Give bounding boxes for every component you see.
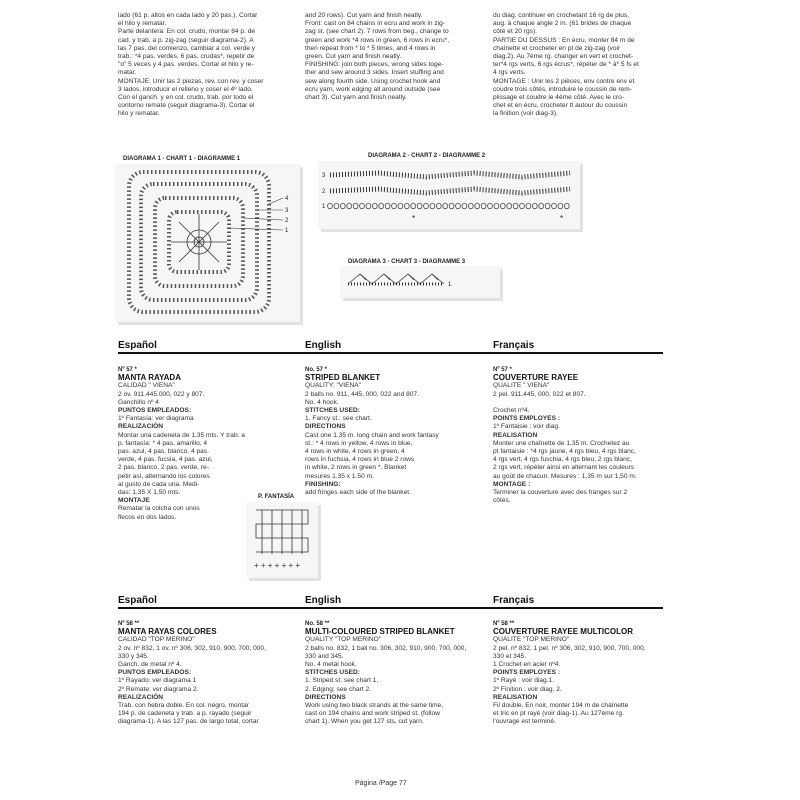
section1-fr-direction: pt fantaisie : *4 rgs jaune, 4 rgs bleu, 4 rgs blanc,: [493, 448, 636, 456]
section2-es-point: 1º Rayado: ver diagrama 1: [118, 677, 197, 685]
top-es-line: contorno remate (seguir diagrama-3). Cortar el: [118, 102, 255, 110]
top-en-line: green and work *4 rows in green, 6 rows in ecru*,: [305, 36, 450, 44]
diagram-1-row-4: 4: [285, 196, 289, 202]
chain-stitch: [526, 203, 531, 209]
chain-stitch: [436, 203, 441, 209]
section2-en-material: 2 balls no. 832, 1 ball no. 306, 302, 910, 900, 700, 000,: [305, 644, 467, 652]
section1-fr-material: Crochet nº4.: [493, 407, 530, 415]
top-en-line: ther and sew around 3 sides. Insert stuffing and: [305, 69, 444, 77]
section2-fr-direction: l'ouvrage est terminé.: [493, 718, 556, 726]
diagram-3-title: DIAGRAMA 3 - CHART 3 - DIAGRAMME 3: [348, 259, 466, 265]
top-fr-line: diag.2). Au 7ème rg. changer en vert et crochet-: [493, 53, 634, 61]
section1-es-finishing: flecos en dos lados.: [118, 513, 177, 521]
top-en-line: chart 3). Cut yarn and finish neatly.: [305, 94, 407, 102]
section1-fr-directions-label: REALISATION: [493, 431, 538, 439]
section1-en-quality: QUALITY: "VIENA": [305, 382, 361, 390]
section1-es-number: Nº 57 *: [118, 367, 137, 373]
section1-es-direction: verde, 4 pas. fucsia, 4 pas. azul,: [118, 456, 213, 464]
chain-stitch: [328, 203, 333, 209]
chain-stitch: [558, 203, 563, 209]
section1-es-finishing-label: MONTAJE: [118, 497, 150, 505]
chain-stitch: [481, 203, 486, 209]
top-fr-line: MONTAGE : Unir les 2 pièces, env contre env et: [493, 77, 635, 85]
section2-fr-material: 1 Crochet en acier nº4.: [493, 661, 561, 669]
top-text-fr: [493, 12, 673, 119]
section2-es-direction: 194 p. de cadeneta y trab. a p. rayado (seguir: [118, 710, 252, 718]
chain-stitch: [513, 203, 518, 209]
top-en-line: sew along fourth side. Using crochet hook and: [305, 77, 441, 85]
section1-fr-quality: QUALITE " VIENA": [493, 382, 550, 390]
section2-fr-quality: QUALITE "TOP MERINO": [493, 636, 570, 644]
chain-stitch: [443, 203, 448, 209]
section1-fr-direction: 2 rgs vert, répéter ainsi en alternant les couleurs: [493, 464, 635, 472]
top-fr-line: chet et en écru, crocheter tt autour du coussin: [493, 102, 628, 110]
section2-fr-direction: Fil double. En noir, monter 194 m de chaînette: [493, 702, 629, 710]
section2-en-title: MULTI-COLOURED STRIPED BLANKET: [305, 627, 455, 637]
section1-en-directions-label: DIRECTIONS: [305, 423, 346, 431]
diagram-1-symbols: [115, 164, 300, 322]
top-fr-line: coudre trois côtés, introduire le coussin de rem-: [493, 85, 632, 93]
top-fr-line: ter*4 rgs verts, 6 rgs écrus*, répéter de * à* 5 fs et: [493, 61, 639, 69]
section1-fr-number: Nº 57 *: [493, 367, 512, 373]
section2-en-directions-label: DIRECTIONS: [305, 693, 346, 701]
section1-en-title: STRIPED BLANKET: [305, 373, 381, 383]
top-en-line: zag st. (see chart 2). 7 rows from beg., change to: [305, 28, 449, 36]
section1-fr-points-label: POINTS EMPLOYES :: [493, 415, 561, 423]
top-en-line: and 20 rows). Cut yarn and finish neatly.: [305, 12, 423, 19]
top-fr-line: 4 rgs verts.: [493, 69, 526, 77]
section2-fr: [493, 620, 678, 727]
fantasia-title: P. FANTASÍA: [258, 494, 295, 500]
diagram-2-row-1: 1: [322, 204, 326, 210]
section2-es-material: 2 ov. nº 832, 1 ov. nº 306, 302, 910, 900, 700, 000,: [118, 644, 266, 652]
section1-en-direction: rows in fuchsia, 4 rows in blue 2 rows: [305, 456, 415, 464]
section1-es-direction: p. fantasía: * 4 pas. amarillo, 4: [118, 439, 208, 447]
section1-lang-en: English: [305, 340, 342, 351]
section1-fr-material: [493, 399, 673, 407]
chain-stitch: [475, 203, 480, 209]
chain-stitch: [552, 203, 557, 209]
section1-fr: [493, 366, 673, 505]
top-es-line: las 7 pas. del comienzo, cambiar a col. verde y: [118, 44, 256, 52]
section2-es-title: MANTA RAYAS COLORES: [118, 627, 217, 637]
diagram-2-symbols: [318, 161, 580, 229]
section1-en-material: No. 4 hook.: [305, 398, 339, 406]
section1-fr-finishing-label: MONTAGE :: [493, 480, 531, 488]
section2-en-number: No. 58 **: [305, 621, 330, 627]
chain-stitch: [404, 203, 409, 209]
section2-fr-point: 2º Finition : voir diag. 2.: [493, 685, 562, 693]
diagram-3: [340, 266, 500, 298]
chain-stitch: [334, 203, 339, 209]
section1-es-direction: al gusto de cada una. Medi-: [118, 480, 200, 488]
section1-es-point: 1º Fantasía: ver diagrama: [118, 415, 194, 423]
section1-lang-fr: Français: [493, 340, 535, 351]
diagram-2: [318, 161, 580, 229]
section2-en-direction: chart 1). When you get 127 sts, cut yarn,: [305, 718, 424, 726]
top-es-line: Parte delantera: En col. crudo, montar 84 p. de: [118, 28, 256, 36]
section1-fr-direction: au goût de chacun. Mesures : 1,35 m sur 1,50 m.: [493, 472, 637, 480]
diagram-1-row-3: 3: [285, 208, 289, 214]
section2-lang-es: Español: [118, 595, 157, 606]
top-es-line: MONTAJE: Unir las 2 piezas, rev. con rev. y coser: [118, 77, 264, 85]
top-fr-line: plissage et coudre le 4ème côté. Avec le cro-: [493, 94, 625, 102]
section2-es-direction: Trab. con hebra doble. En col. negro, montar: [118, 702, 249, 710]
section1-fr-point: 1º Fantaisie : voir diag.: [493, 423, 560, 431]
diagram-3-symbols: [340, 266, 500, 298]
section2-lang-fr: Français: [493, 595, 535, 606]
chain-stitch: [424, 203, 429, 209]
section1-lang-es: Español: [118, 340, 157, 351]
diagram-2-row-2: 2: [322, 189, 326, 195]
section1-en-direction: 4 rows in white, 4 rows in green, 4: [305, 448, 405, 456]
section1-fr-title: COUVERTURE RAYEE: [493, 373, 579, 383]
chain-stitch: [398, 203, 403, 209]
top-text-es: [118, 12, 293, 119]
section2-en-material: No. 4 metal hook.: [305, 661, 357, 669]
top-es-line: lado (61 p. altos en cada lado y 20 pas.). Cortar: [118, 12, 258, 19]
chain-stitch: [532, 203, 537, 209]
diagram-3-row-1: 1: [448, 282, 452, 288]
chain-stitch: [564, 203, 569, 209]
chain-stitch: [411, 203, 416, 209]
section2-en-point: 2. Edging: see chart 2.: [305, 685, 371, 693]
top-fr-line: aug. à chaque angle 2 m. (61 brides de chaque: [493, 20, 632, 28]
top-es-line: cad. y trab. a p. zig-zag (seguir diagrama-2). A: [118, 36, 254, 44]
diagram-1: [115, 164, 300, 322]
section1-en-points-label: STITCHES USED:: [305, 407, 360, 415]
chain-stitch: [449, 203, 454, 209]
section1-en-direction: in white, 2 rows in green *. Blanket: [305, 464, 407, 472]
top-fr-line: du diag. continuer en crochetant 16 rg de plus,: [493, 12, 629, 19]
page-footer: Página /Page 77: [355, 780, 407, 787]
section1-es-finishing: Rematar la colcha con unos: [118, 505, 200, 513]
section2-en-direction: cast on 194 chains and work striped st. (follow: [305, 710, 440, 718]
section1-en: [305, 366, 480, 497]
section1-es-direction: Montar una cadeneta de 1,35 mts. Y trab. a: [118, 431, 245, 439]
section1-en-direction: Cast one 1.35 m. long chain and work fantasy: [305, 431, 439, 439]
top-fr-line: la finition (voir diag-3).: [493, 110, 558, 118]
chain-stitch: [539, 203, 544, 209]
top-es-line: trab.: *4 pas. verdes, 6 pas. crudas*, repetir de: [118, 53, 255, 61]
chain-stitch: [520, 203, 525, 209]
section1-es-material: 2 ov. 911.445.000, 022 y 807.: [118, 390, 205, 398]
section2-en: [305, 620, 485, 727]
top-text-en: [305, 12, 485, 102]
chain-stitch: [379, 203, 384, 209]
top-en-line: green. Cut yarn and finish neatly.: [305, 53, 402, 61]
section1-fr-material: 2 pel. 911.445, 000, 022 et 807.: [493, 390, 586, 398]
section2-fr-points-label: POINTS EMPLOYES :: [493, 669, 561, 677]
section1-rule: [118, 352, 663, 354]
section1-es-direction: das: 1,35 X 1,50 mts.: [118, 489, 181, 497]
section1-en-direction: st.: * 4 rows in yellow, 4 rows in blue,: [305, 439, 413, 447]
top-es-line: 3 lados, introducir el relleno y coser el 4º lado.: [118, 85, 253, 93]
section1-en-finishing: add fringes each side of the blanket.: [305, 489, 411, 497]
section2-es-quality: CALIDAD "TOP MERINO": [118, 636, 195, 644]
section1-es-direction: petir así, alternando los colores: [118, 472, 210, 480]
chain-stitch: [417, 203, 422, 209]
chain-stitch: [468, 203, 473, 209]
section2-en-point: 1. Striped st: see chart 1.: [305, 677, 379, 685]
section2-fr-directions-label: REALISATION: [493, 693, 538, 701]
chain-stitch: [392, 203, 397, 209]
top-fr-line: chaînette et crocheter en pt de zig-zag (voir: [493, 44, 621, 52]
section2-fr-number: Nº 58 **: [493, 621, 515, 627]
section1-en-finishing-label: FINISHING:: [305, 480, 341, 488]
diagram-1-row-2: 2: [285, 218, 289, 224]
section2-fr-point: 1º Rayé : voir diag.1.: [493, 677, 555, 685]
section2-lang-en: English: [305, 595, 342, 606]
diagram-1-row-1: 1: [285, 228, 289, 234]
section2-es-direction: diagrama-1). A las 127 pas. de largo total, cortar: [118, 718, 259, 726]
top-fr-line: PARTIE DU DESSUS : En écru, monter 84 m de: [493, 36, 635, 44]
top-es-line: hilo y rematar.: [118, 110, 160, 118]
section2-fr-title: COUVERTURE RAYEE MULTICOLOR: [493, 627, 634, 637]
chain-stitch: [430, 203, 435, 209]
section1-fr-finishing: côtés.: [493, 497, 511, 505]
section2-es-point: 2º Remate: ver diagrama 2.: [118, 685, 199, 693]
section1-es-directions-label: REALIZACIÓN: [118, 423, 164, 431]
svg-text:+ + + + + + +: + + + + + + +: [254, 561, 301, 570]
diagram-2-title: DIAGRAMA 2 - CHART 2 - DIAGRAMME 2: [368, 153, 486, 159]
top-es-line: matar.: [118, 69, 137, 77]
section2-rule: [118, 607, 663, 609]
top-en-line: FINISHING: join both pieces, wrong sides toge-: [305, 61, 444, 69]
svg-text:*: *: [412, 214, 416, 223]
section2-es: [118, 620, 298, 727]
section2-es-material: Ganch. de metal nº 4.: [118, 661, 182, 669]
section2-fr-direction: et tric en pt rayé (voir diag-1). Au 127ème rg.: [493, 710, 624, 718]
section2-es-points-label: PUNTOS EMPLEADOS:: [118, 669, 192, 677]
section1-fr-direction: Monter une chaînette de 1,35 m. Crochetez au: [493, 439, 630, 447]
chain-stitch: [366, 203, 371, 209]
chain-stitch: [360, 203, 365, 209]
top-en-line: then repeat from * to * 5 times, and 4 rows in: [305, 44, 436, 52]
top-es-line: "o" 5 veces y 4 pas. verdes. Cortar el hilo y re-: [118, 61, 254, 69]
chain-stitch: [353, 203, 358, 209]
section2-fr-material: 330 et 345.: [493, 652, 526, 660]
diagram-2-row-3: 3: [322, 173, 326, 179]
section2-es-number: Nº 58 **: [118, 621, 140, 627]
chain-stitch: [372, 203, 377, 209]
section1-es-direction: pas. azul, 4 pas. blanco, 4 pas.: [118, 448, 209, 456]
chain-stitch: [545, 203, 550, 209]
chain-stitch: [340, 203, 345, 209]
section1-es-title: MANTA RAYADA: [118, 373, 181, 383]
chain-stitch: [500, 203, 505, 209]
chain-stitch: [494, 203, 499, 209]
section1-en-material: 2 balls no. 911, 445, 000, 022 and 807.: [305, 390, 419, 398]
section1-en-point: 1. Fancy st.: see chart.: [305, 415, 372, 423]
diagram-1-title: DIAGRAMA 1 - CHART 1 - DIAGRAMME 1: [123, 156, 241, 162]
chain-stitch: [347, 203, 352, 209]
section2-en-material: 330 and 345.: [305, 652, 344, 660]
section2-en-quality: QUALITY "TOP MERINO": [305, 636, 382, 644]
top-es-line: el hilo y rematar.: [118, 20, 167, 28]
chain-stitch: [456, 203, 461, 209]
chain-stitch: [462, 203, 467, 209]
section1-en-number: No. 57 *: [305, 367, 328, 373]
top-en-line: ecru yarn, work edging all around outside (see: [305, 85, 441, 93]
section2-es-directions-label: REALIZACIÓN: [118, 693, 164, 701]
top-en-line: Front: cast on 84 chains in ecru and work in zig-: [305, 20, 446, 28]
section1-en-direction: mesures 1.35 x 1.50 m.: [305, 472, 374, 480]
section1-fr-finishing: Terminer la couverture avec des franges sur 2: [493, 489, 628, 497]
top-fr-line: côté et 20 rgs).: [493, 28, 537, 36]
section1-es-direction: 2 pas. blanco, 2 pas. verde, re-: [118, 464, 209, 472]
section1-es-material: Ganchillo nº 4: [118, 398, 159, 406]
svg-text:*: *: [560, 214, 564, 223]
chain-stitch: [488, 203, 493, 209]
fantasia-symbols: [246, 502, 318, 578]
section2-fr-material: 2 pel. nº 832, 1 pel. nº 306, 302, 910, 900, 700, 000,: [493, 644, 646, 652]
chain-stitch: [507, 203, 512, 209]
section1-es-quality: CALIDAD " VIENA": [118, 382, 175, 390]
section2-en-direction: Work using two black strands at the same time,: [305, 702, 444, 710]
fantasia-diagram: [246, 502, 318, 578]
section1-es-points-label: PUNTOS EMPLEADOS:: [118, 407, 192, 415]
section2-en-points-label: STITCHES USED:: [305, 669, 360, 677]
section2-es-material: 330 y 345.: [118, 652, 149, 660]
section1-fr-direction: 4 rgs vert, 4 rgs fuschia, 4 rgs bleu, 2 rgs blanc,: [493, 456, 632, 464]
chain-stitch: [385, 203, 390, 209]
top-es-line: Con el ganch. y en col. crudo, trab. por todo el: [118, 94, 254, 102]
